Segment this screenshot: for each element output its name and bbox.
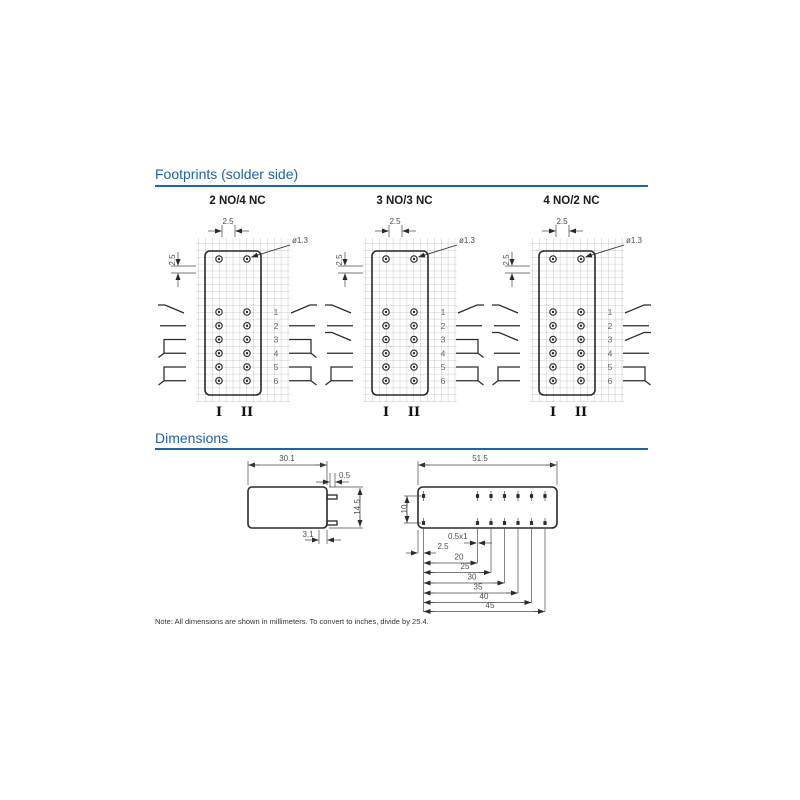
- pins: [422, 491, 547, 525]
- footprint-2-drawing: [322, 208, 487, 423]
- edge-to-first-pin-label: 2.5: [437, 542, 449, 551]
- pin-edge-distance-label: 3.1: [302, 530, 314, 539]
- svg-text:1: 1: [273, 307, 279, 317]
- pole-label-2: II: [407, 405, 421, 420]
- pin-cross-section-label: 0.5x1: [448, 532, 468, 541]
- dimensions-heading: Dimensions: [155, 430, 229, 446]
- svg-text:3: 3: [273, 334, 279, 345]
- svg-text:6: 6: [273, 376, 279, 386]
- pin-distance-chain: [424, 553, 546, 612]
- contact-symbols-right: [456, 305, 484, 385]
- svg-text:6: 6: [440, 376, 446, 386]
- pole-label-1: I: [215, 405, 223, 420]
- svg-text:4: 4: [273, 348, 279, 359]
- footprints-heading-rule: [155, 185, 648, 187]
- svg-text:35: 35: [473, 582, 483, 592]
- svg-text:3: 3: [440, 334, 446, 345]
- svg-text:40: 40: [479, 592, 489, 601]
- footprint-1-title: 2 NO/4 NC: [209, 195, 266, 207]
- svg-text:30: 30: [467, 572, 477, 582]
- svg-text:5: 5: [273, 362, 279, 372]
- svg-text:5: 5: [440, 362, 446, 372]
- footprint-3-drawing: [489, 208, 654, 423]
- body-length-label: 51.5: [472, 454, 488, 463]
- contact-symbols-left: [158, 305, 186, 385]
- pitch-v-label: 2.5: [335, 254, 344, 266]
- footprints-heading: Footprints (solder side): [155, 166, 299, 182]
- units-note: Note: All dimensions are shown in millimeters. To convert to inches, divide by 25.4.: [155, 617, 429, 626]
- footprint-3-title: 4 NO/2 NC: [543, 195, 600, 207]
- svg-text:1: 1: [440, 307, 446, 317]
- pitch-h-label: 2.5: [222, 217, 234, 226]
- hole-diameter-label: ø1.3: [292, 236, 309, 245]
- pole-label-2: II: [574, 405, 588, 420]
- svg-text:2: 2: [607, 321, 613, 331]
- pin-row-spacing-label: 10: [400, 504, 409, 514]
- pitch-h-label: 2.5: [556, 217, 568, 226]
- svg-text:4: 4: [607, 348, 613, 359]
- svg-text:45: 45: [485, 601, 495, 610]
- footprint-1-drawing: [155, 208, 320, 423]
- svg-text:25: 25: [460, 562, 470, 571]
- hole-diameter-label: ø1.3: [459, 236, 476, 245]
- footprint-2-title: 3 NO/3 NC: [376, 195, 433, 207]
- pitch-v-label: 2.5: [502, 254, 511, 266]
- pole-label-2: II: [240, 405, 254, 420]
- relay-bottom-view: [400, 454, 557, 612]
- dimension-drawings: [230, 445, 650, 620]
- body-height-label: 14.5: [353, 499, 362, 515]
- svg-text:20: 20: [454, 552, 464, 562]
- svg-text:5: 5: [607, 362, 613, 372]
- pin-offset-label: 0.5: [339, 471, 351, 480]
- pole-label-1: I: [549, 405, 557, 420]
- svg-text:2: 2: [273, 321, 279, 331]
- contact-symbols-right: [623, 305, 651, 385]
- svg-text:2: 2: [440, 321, 446, 331]
- svg-text:4: 4: [440, 348, 446, 359]
- pitch-v-label: 2.5: [168, 254, 177, 266]
- contact-symbols-left: [325, 305, 353, 385]
- svg-text:3: 3: [607, 334, 613, 345]
- body-width-label: 30.1: [279, 454, 295, 463]
- pitch-h-label: 2.5: [389, 217, 401, 226]
- relay-side-view: [248, 454, 363, 544]
- hole-diameter-label: ø1.3: [626, 236, 643, 245]
- contact-symbols-left: [492, 305, 520, 385]
- svg-text:6: 6: [607, 376, 613, 386]
- pole-label-1: I: [382, 405, 390, 420]
- svg-text:1: 1: [607, 307, 613, 317]
- contact-symbols-right: [289, 305, 317, 385]
